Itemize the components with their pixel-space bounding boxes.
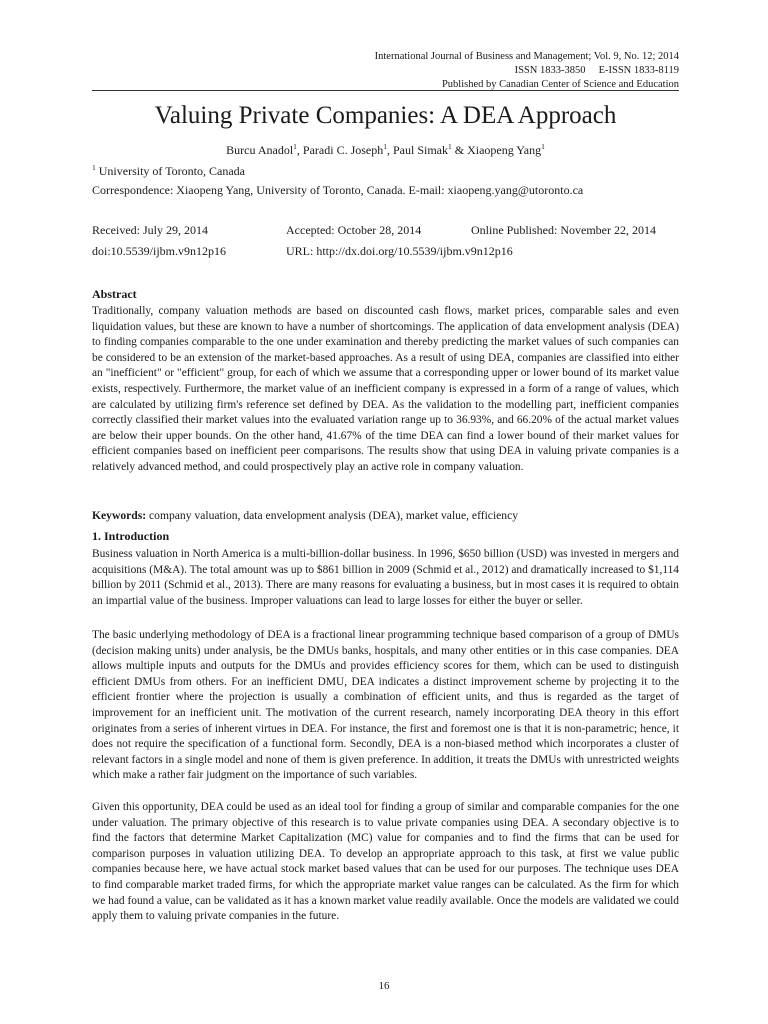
- author-affil-marker: 1: [293, 142, 297, 151]
- author-affil-marker: 1: [383, 142, 387, 151]
- body-paragraph: Given this opportunity, DEA could be used as an ideal tool for finding a group of similar and comparable companies for the one under valuation. The primary objective of this research is to value private companies using DEA. A secondary objective is to find the factors that determine Market Capitalization (MC) value for companies and to find the firms that can be used for comparison purposes in valuation utilizing DEA. To develop an appropriate approach to this task, at first we value public companies because here, we have actual stock market based values that can be used for our purposes. The technique uses DEA to find comparable market traded firms, for which the appropriate market value ranges can be calculated. As the firm for which we had found a value, can be validated as it has a known market value readily available. Once the models are validated we could apply them to valuing private companies in the future.: [92, 801, 679, 923]
- publisher-line: Published by Canadian Center of Science and Education: [441, 79, 679, 90]
- keywords-label: Keywords:: [92, 509, 147, 522]
- author-list: [92, 142, 679, 158]
- doi-url-link[interactable]: URL: http://dx.doi.org/10.5539/ijbm.v9n12p16: [286, 244, 513, 258]
- author-name: Paul Simak: [392, 143, 448, 157]
- author-name: Xiaopeng Yang: [467, 143, 542, 157]
- doi: doi:10.5539/ijbm.v9n12p16: [92, 244, 227, 258]
- introduction-heading: 1. Introduction: [92, 529, 170, 543]
- journal-header: [92, 50, 679, 92]
- abstract-text: Traditionally, company valuation methods are based on discounted cash flows, market prices, comparable sales and even liquidation values, but these are known to have a number of shortcomings. The application of data envelopment analysis (DEA) to finding companies comparable to the one under examination and thereby predicting the market values of such companies can be considered to be an extension of the market-based approaches. As a result of using DEA, companies are classified into either an "inefficient" or "efficient" group, for each of which we assume that a corresponding upper or lower bound of its market value exists, respectively. Furthermore, the market value of an inefficient company is expressed in a form of a range of values, which are calculated by utilizing firm's reference set defined by DEA. As the validation to the modelling part, inefficient companies correctly classified their market values into the evaluated variation range up to 36.93%, and 66.20% of the actual market values are below their upper bounds. On the other hand, 41.67% of the time DEA can find a lower bound of their market values for efficient companies based on inefficient peer comparisons. The results show that using DEA in valuing private companies is a relatively advanced method, and could prospectively play an active role in company valuation.: [92, 305, 679, 473]
- author-separator: ,: [296, 143, 303, 157]
- accepted-date: Accepted: October 28, 2014: [286, 223, 422, 237]
- header-divider: [92, 90, 679, 91]
- author-name: Burcu Anadol: [226, 143, 294, 157]
- affiliation: [92, 163, 245, 179]
- author-affil-marker: 1: [541, 142, 545, 151]
- article-title: Valuing Private Companies: A DEA Approach: [154, 102, 617, 129]
- author-affil-marker: 1: [448, 142, 452, 151]
- keywords-text: company valuation, data envelopment analysis (DEA), market value, efficiency: [146, 509, 519, 522]
- body-paragraph: Business valuation in North America is a multi-billion-dollar business. In 1996, $650 billion (USD) was invested in mergers and acquisitions (M&A). The total amount was up to $861 billion in 2009 (Schmid et al., 2012) and dramatically increased to $1,114 billion by 2011 (Schmid et al., 2013). There are many reasons for evaluating a business, but in most cases it is required to obtain an impartial value of the business. Improper valuations can lead to large losses for either the buyer or seller.: [92, 548, 679, 607]
- correspondence: Correspondence: Xiaopeng Yang, University of Toronto, Canada. E-mail: xiaopeng.yang@utoronto.ca: [92, 183, 584, 197]
- keywords: [92, 508, 679, 524]
- abstract-heading: Abstract: [92, 287, 137, 301]
- published-date: Online Published: November 22, 2014: [471, 223, 656, 237]
- author-name: Paradi C. Joseph: [302, 143, 384, 157]
- affiliation-marker: 1: [92, 163, 96, 172]
- received-date: Received: July 29, 2014: [92, 223, 208, 237]
- affiliation-text: University of Toronto, Canada: [95, 164, 245, 178]
- body-paragraph: The basic underlying methodology of DEA is a fractional linear programming technique based comparison of a group of DMUs (decision making units) under analysis, be the DMUs banks, hospitals, and many other entities or in this case companies. DEA allows multiple inputs and outputs for the DMUs and provides efficiency scores for them, which can be used to distinguish efficient DMUs from others. For an inefficient DMU, DEA indicates a distinct improvement scheme by projecting it to the efficient frontier where the projection is usually a combination of efficient units, and thus is regarded as the target of improvement for an inefficient unit. The motivation of the current research, namely incorporating DEA theory in this effort originates from a series of inherent virtues in DEA. For instance, the first and foremost one is that it is non-parametric; hence, it does not require the specification of a functional form. Secondly, DEA is a non-biased method which incorporates a cluster of relevant factors in a single model and none of them is given preference. In addition, it treats the DMUs with unrestricted weights which make a rather fair judgment on the importance of such variables.: [92, 629, 679, 782]
- journal-line: International Journal of Business and Management; Vol. 9, No. 12; 2014: [374, 51, 679, 62]
- author-separator: &: [451, 143, 468, 157]
- issn-line: ISSN 1833-3850 E-ISSN 1833-8119: [514, 65, 679, 76]
- page-number: 16: [378, 980, 390, 992]
- author-separator: ,: [386, 143, 393, 157]
